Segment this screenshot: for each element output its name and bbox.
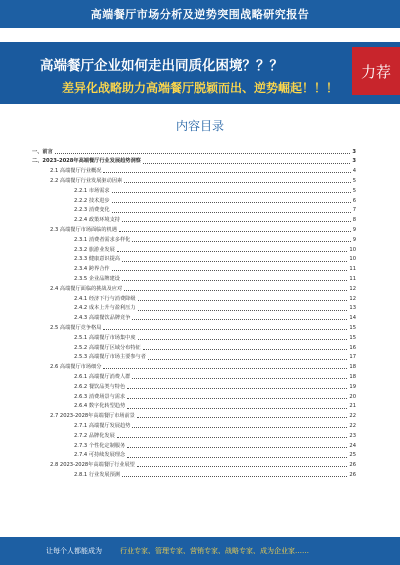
report-title: 高端餐厅市场分析及逆势突围战略研究报告 [90,8,310,21]
toc-entry[interactable] [32,449,356,459]
banner-headline: 高端餐厅企业如何走出同质化困境？？？ [40,58,283,74]
toc-entry-page: 26 [349,462,356,469]
toc-entry-label: 2.4.1 经济下行与消费降级 [74,295,136,302]
toc-entry-page: 24 [349,442,356,449]
toc-entry-label: 2.3 高端餐厅市场面临的机遇 [50,226,117,233]
toc-entry-page: 25 [349,452,356,459]
toc-leader-dots [103,172,350,173]
toc-entry-label: 2.6.1 高端餐厅消费人群 [74,373,131,380]
toc-leader-dots [138,310,348,311]
toc-leader-dots [132,427,347,428]
toc-entry-page: 10 [349,246,356,253]
toc-leader-dots [117,251,348,252]
toc-entry-label: 2.8.1 行业发展预测 [74,471,120,478]
toc-entry[interactable] [32,214,356,224]
toc-entry-label: 2.6.2 餐饮品类与特色 [74,383,126,390]
toc-entry-label: 2.5.2 高端餐厅区域分布特征 [74,344,141,351]
toc-leader-dots [138,300,348,301]
toc-leader-dots [124,290,347,291]
toc-entry-page: 8 [352,217,356,224]
toc-entry[interactable] [32,419,356,429]
toc-entry-label: 2.5.1 高端餐厅市场集中度 [74,334,136,341]
toc-entry[interactable] [32,429,356,439]
toc-entry[interactable] [32,302,356,312]
toc-entry[interactable] [32,184,356,194]
toc-leader-dots [127,388,347,389]
toc-entry[interactable] [32,165,356,175]
toc-entry-page: 18 [349,364,356,371]
footer-slogan: 让每个人都能成为 [46,547,102,555]
table-of-contents [32,145,356,478]
toc-leader-dots [132,378,347,379]
toc-leader-dots [117,437,348,438]
toc-leader-dots [112,192,351,193]
toc-leader-dots [127,408,347,409]
toc-entry-label: 2.1 高端餐厅行业概况 [50,168,102,175]
toc-entry-page: 19 [349,383,356,390]
toc-entry[interactable] [32,243,356,253]
toc-leader-dots [112,202,351,203]
toc-leader-dots [137,466,348,467]
toc-entry-label: 2.5.3 高端餐厅市场主要参与者 [74,354,146,361]
toc-entry-page: 23 [349,432,356,439]
toc-entry-label: 2.6.4 数字化转型趋势 [74,403,126,410]
toc-entry[interactable] [32,292,356,302]
toc-entry[interactable] [32,331,356,341]
toc-entry-label: 2.7.2 品牌化发展 [74,432,115,439]
toc-entry[interactable] [32,439,356,449]
toc-entry[interactable] [32,361,356,371]
toc-entry-label: 2.3.1 消费者需求多样化 [74,236,131,243]
toc-leader-dots [122,476,347,477]
toc-entry-page: 15 [349,334,356,341]
toc-entry-label: 2.4.2 成本上升与盈利压力 [74,305,136,312]
footer-bar [0,537,400,565]
toc-entry-page: 9 [352,226,356,233]
toc-entry-page: 12 [349,295,356,302]
toc-leader-dots [122,261,347,262]
toc-leader-dots [138,339,348,340]
toc-entry-label: 2.3.5 企业品牌建设 [74,275,120,282]
toc-entry[interactable] [32,380,356,390]
toc-entry-page: 11 [349,266,356,273]
toc-entry-label: 2.2.3 消费变化 [74,207,110,214]
toc-entry[interactable] [32,370,356,380]
toc-entry-page: 12 [349,285,356,292]
toc-entry[interactable] [32,263,356,273]
toc-leader-dots [132,319,347,320]
toc-leader-dots [55,153,351,154]
toc-entry-page: 22 [349,422,356,429]
toc-entry-page: 17 [349,354,356,361]
toc-entry-page: 3 [352,158,356,165]
toc-entry-page: 18 [349,373,356,380]
toc-entry[interactable] [32,174,356,184]
toc-entry-label: 2.2.1 市场需求 [74,187,110,194]
toc-entry-label: 2.2.4 政策环境支持 [74,217,120,224]
toc-entry[interactable] [32,312,356,322]
toc-entry[interactable] [32,390,356,400]
toc-leader-dots [122,280,347,281]
toc-entry[interactable] [32,321,356,331]
toc-entry[interactable] [32,253,356,263]
toc-leader-dots [127,447,347,448]
toc-entry-page: 4 [352,168,356,175]
toc-entry-label: 2.7 2023-2028年高端餐厅市场前景 [50,413,135,420]
toc-leader-dots [143,163,351,164]
toc-entry-page: 15 [349,324,356,331]
toc-entry[interactable] [32,233,356,243]
toc-entry-label: 二、2023-2028年高端餐厅行业发展趋势洞察 [32,158,141,165]
toc-entry-page: 7 [352,207,356,214]
toc-entry-page: 3 [352,148,356,155]
toc-entry-label: 2.5 高端餐厅竞争格局 [50,324,102,331]
toc-entry-label: 2.3.3 健康意识提高 [74,256,120,263]
toc-entry[interactable] [32,459,356,469]
toc-entry-page: 9 [352,236,356,243]
toc-entry-label: 2.3.2 旅游业发展 [74,246,115,253]
report-header [0,0,400,28]
toc-leader-dots [127,398,347,399]
toc-title: 内容目录 [175,119,224,133]
toc-entry-page: 13 [349,305,356,312]
toc-entry-page: 11 [349,275,356,282]
toc-entry[interactable] [32,223,356,233]
toc-entry-page: 14 [349,315,356,322]
toc-entry-label: 一、前言 [32,148,53,155]
toc-entry[interactable] [32,204,356,214]
toc-entry[interactable] [32,282,356,292]
toc-entry-label: 2.6 高端餐厅市场细分 [50,364,102,371]
toc-entry-page: 5 [352,177,356,184]
toc-entry-page: 26 [349,471,356,478]
toc-entry-label: 2.2 高端餐厅行业发展驱动因素 [50,177,123,184]
banner-subheadline: 差异化战略助力高端餐厅脱颖而出、逆势崛起！！！ [62,81,339,95]
toc-entry-page: 21 [349,403,356,410]
toc-entry-page: 5 [352,187,356,194]
footer-roles: 行业专家、管理专家、营销专家、战略专家、成为企业家…… [120,547,309,555]
toc-entry-page: 10 [349,256,356,263]
toc-entry-label: 2.6.3 消费场景与需求 [74,393,126,400]
toc-entry[interactable] [32,400,356,410]
toc-entry-label: 2.4 高端餐厅面临的挑战及应对 [50,285,123,292]
toc-entry[interactable] [32,468,356,478]
toc-leader-dots [122,221,351,222]
toc-leader-dots [119,231,351,232]
toc-entry-page: 22 [349,413,356,420]
toc-leader-dots [148,359,347,360]
toc-entry-label: 2.3.4 跨界合作 [74,266,110,273]
toc-entry[interactable] [32,351,356,361]
toc-entry-page: 20 [349,393,356,400]
toc-leader-dots [143,349,348,350]
toc-entry-label: 2.7.3 个性化定制服务 [74,442,126,449]
toc-entry-label: 2.7.4 可持续发展理念 [74,452,126,459]
toc-entry[interactable] [32,272,356,282]
toc-entry-page: 16 [349,344,356,351]
toc-leader-dots [124,182,351,183]
toc-leader-dots [103,329,347,330]
toc-entry[interactable] [32,341,356,351]
toc-entry-label: 2.2.2 技术进步 [74,197,110,204]
toc-entry[interactable] [32,194,356,204]
toc-leader-dots [112,270,348,271]
toc-leader-dots [112,212,351,213]
toc-entry-label: 2.8 2023-2028年高端餐厅行业展望 [50,462,135,469]
recommend-seal: 力荐 [352,47,400,95]
toc-entry[interactable] [32,410,356,420]
toc-entry-label: 2.7.1 高端餐厅发展趋势 [74,422,131,429]
toc-entry[interactable] [32,145,356,155]
toc-entry[interactable] [32,155,356,165]
toc-leader-dots [137,417,348,418]
toc-entry-label: 2.4.3 高端餐饮品牌竞争 [74,315,131,322]
toc-leader-dots [127,457,347,458]
toc-leader-dots [132,241,350,242]
toc-leader-dots [103,368,347,369]
toc-entry-page: 6 [352,197,356,204]
